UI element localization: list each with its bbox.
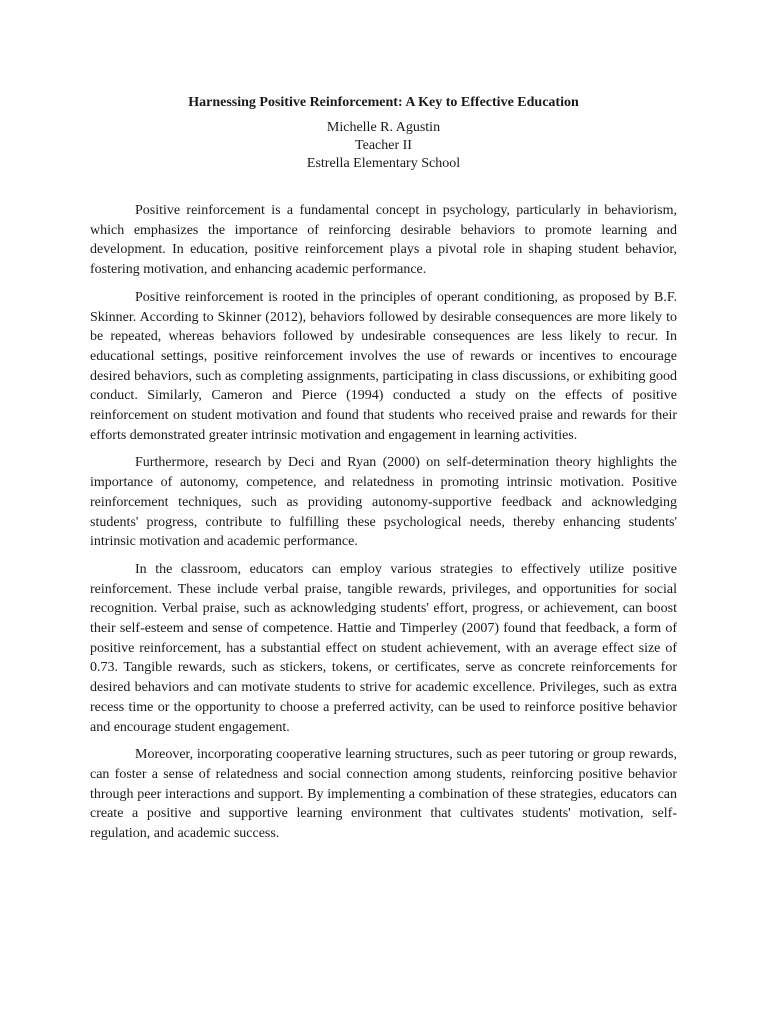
document-body bbox=[90, 201, 677, 844]
school-name: Estrella Elementary School bbox=[306, 156, 461, 171]
document-page bbox=[90, 93, 677, 852]
document-title: Harnessing Positive Reinforcement: A Key to Effective Education bbox=[188, 95, 579, 110]
paragraph: In the classroom, educators can employ various strategies to effectively utilize positive reinforcement. These include verbal praise, tangible rewards, privileges, and opportunities for social recognition. Verbal praise, such as acknowledging students' effort, progress, or achievement, can boost their self-esteem and sense of competence. Hattie and Timperley (2007) found that feedback, a form of positive reinforcement, has a substantial effect on student achievement, with an average effect size of 0.73. Tangible rewards, such as stickers, tokens, or certificates, serve as concrete reinforcements for desired behaviors and can motivate students to strive for academic excellence. Privileges, such as extra recess time or the opportunity to choose a preferred activity, can be used to reinforce positive behavior and encourage student engagement. bbox=[90, 561, 677, 735]
paragraph: Furthermore, research by Deci and Ryan (2000) on self-determination theory highlights the importance of autonomy, competence, and relatedness in promoting intrinsic motivation. Positive reinforcement techniques, such as providing autonomy-supportive feedback and acknowledging students' progress, contribute to fulfilling these psychological needs, thereby enhancing students' intrinsic motivation and academic performance. bbox=[90, 455, 677, 550]
paragraph: Positive reinforcement is rooted in the principles of operant conditioning, as proposed by B.F. Skinner. According to Skinner (2012), behaviors followed by desirable consequences are more likely to be repeated, whereas behaviors followed by undesirable consequences are less likely to recur. In educational settings, positive reinforcement involves the use of rewards or incentives to encourage desired behaviors, such as completing assignments, participating in class discussions, or exhibiting good conduct. Similarly, Cameron and Pierce (1994) conducted a study on the effects of positive reinforcement on student motivation and found that students who received praise and rewards for their efforts demonstrated greater intrinsic motivation and engagement in learning activities. bbox=[90, 289, 677, 443]
paragraph: Moreover, incorporating cooperative learning structures, such as peer tutoring or group rewards, can foster a sense of relatedness and social connection among students, reinforcing positive behavior through peer interactions and support. By implementing a combination of these strategies, educators can create a positive and supportive learning environment that cultivates students' motivation, self-regulation, and academic success. bbox=[90, 747, 677, 842]
paragraph: Positive reinforcement is a fundamental concept in psychology, particularly in behaviorism, which emphasizes the importance of reinforcing desirable behaviors to promote learning and development. In education, positive reinforcement plays a pivotal role in shaping student behavior, fostering motivation, and enhancing academic performance. bbox=[90, 203, 677, 278]
author-name: Michelle R. Agustin bbox=[326, 120, 441, 135]
byline bbox=[90, 119, 677, 173]
author-position: Teacher II bbox=[355, 138, 412, 153]
